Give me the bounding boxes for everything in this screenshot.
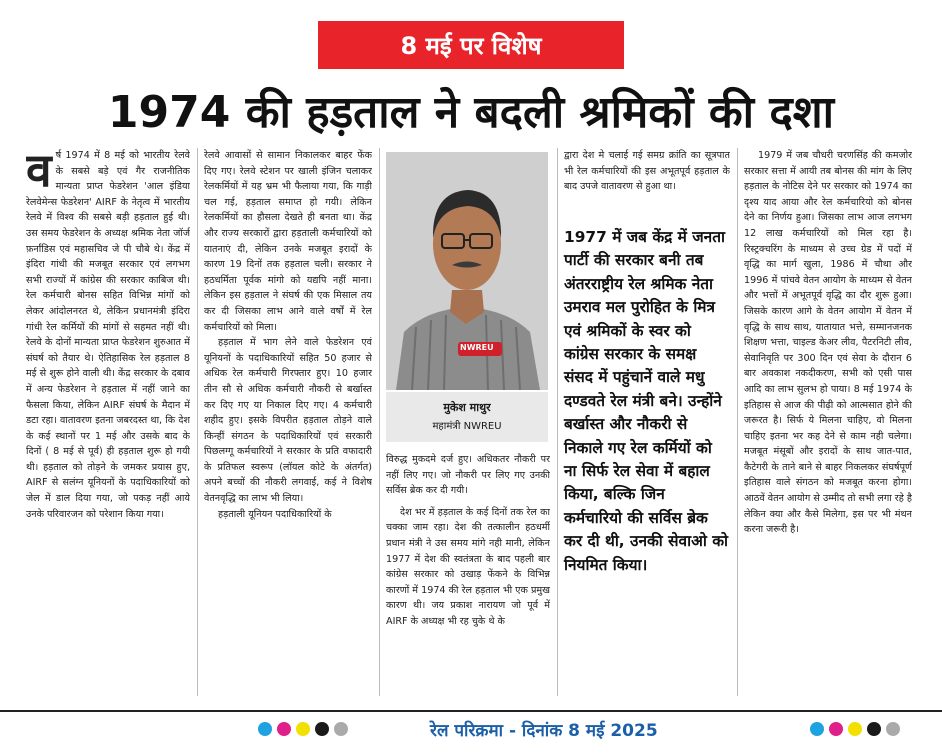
caption-role: महामंत्री NWREU xyxy=(432,421,502,432)
color-dots-left xyxy=(258,722,348,736)
column-1 xyxy=(26,148,190,696)
column-2 xyxy=(204,148,372,696)
column-3-para-1: विरुद्ध मुकदमे दर्ज हुए। अधिकतर नौकरी पर नहीं लिए गए। जो नौकरी पर लिए गए उनकी सर्विस ब्रेक कर दी गयी। xyxy=(386,454,550,497)
magenta-dot xyxy=(829,722,843,736)
section-banner: 8 मई पर विशेष xyxy=(318,21,624,69)
yellow-dot xyxy=(296,722,310,736)
column-4-top xyxy=(564,148,730,220)
grey-dot xyxy=(334,722,348,736)
column-4-text: द्वारा देश मे चलाई गई समग्र क्रांति का सूत्रपात भी रेल कर्मचारियों की इस अभूतपूर्व हड़ताल के बाद उपजे वातावरण से हुआ था। xyxy=(564,150,730,193)
column-3-para-2: देश भर में हड़ताल के कई दिनों तक रेल का चक्का जाम रहा। देश की तत्कालीन हठधर्मी प्रधान मंत्री ने उस समय मांगे नही मानी, लेकिन 1977 में देश की स्वतंत्रता के बाद पहली बार कांग्रेस सरकार को उखाड़ फेंकने के विभिन्न कारणों में 1974 की रेल हड़ताल भी एक प्रमुख कारण थी। जय प्रकाश नारायण जो पूर्व में AIRF के अध्यक्ष भी रह चुके थे के xyxy=(386,506,550,627)
color-dots-right xyxy=(810,722,900,736)
footer-issue: रेल परिक्रमा - दिनांक 8 मई 2025 xyxy=(430,721,658,741)
yellow-dot xyxy=(848,722,862,736)
headline: 1974 की हड़ताल ने बदली श्रमिकों की दशा xyxy=(107,87,835,138)
column-3 xyxy=(386,452,550,696)
pull-quote xyxy=(564,226,728,577)
portrait-photo xyxy=(386,152,548,390)
person-image xyxy=(386,152,548,390)
column-divider xyxy=(197,148,198,696)
column-2-para-2: हड़ताल में भाग लेने वाले फेडरेशन एवं यूनियनों के पदाधिकारियों सहित 50 हजार से अधिक रेल कर्मचारी गिरफ्तार हुए। 10 हजार तीन सौ से अधिक कर्मचारी नौकरी से बर्खास्त कर दिए गए या निकाल दिए गए। 4 कर्मचारी शहीद हुए। इसके विपरीत हड़ताल तोड़ने वाले किन्हीं संगठन के पदाधिकारियों एवं सरकारी पिछलग्गू कर्मचारियों ने सरकार के प्रति वफादारी के प्रतिफल स्वरूप (लॉयल कोटे के अंतर्गत) अपने बच्चों की नौकरी लगवाई, कई ने विशेष वेतनवृद्धि का लाभ भी लिया। xyxy=(204,337,372,505)
black-dot xyxy=(315,722,329,736)
caption-name: मुकेश माथुर xyxy=(443,401,491,414)
drop-cap: व xyxy=(26,148,52,197)
column-2-para-1: रेलवे आवासों से सामान निकालकर बाहर फेंक दिए गए। रेलवे स्टेशन पर खाली इंजिन चलाकर रेलकर्मियों में यह भ्रम भी फैलाया गया, कि गाड़ी चल गई, हड़ताल समाप्त हो गयी। लेकिन रेलकर्मियों का हौसला देखते ही बनता था। केंद्र और राज्य सरकारों द्वारा हड़ताली कर्मचारियों को यातनाएं दी, लेकिन उनके मजबूत इरादों के कारण 19 दिनों तक हड़ताल चली। सरकार ने हठधर्मिता पूर्वक मांगो को यद्यपि नहीं माना। लेकिन इस हड़ताल ने संघर्ष की एक मिसाल तय कर दी जिसका लाभ आने वाले वर्षों में रेल कर्मचारियों को मिला। xyxy=(204,150,372,333)
magenta-dot xyxy=(277,722,291,736)
column-5-text: 1979 में जब चौधरी चरणसिंह की कमजोर सरकार सत्ता में आयी तब बोनस की मांग के लिए हड़ताल के नोटिस देने पर सरकार को 1974 का दृश्य याद आया और रेल कर्मचारियो को बोनस देने का निर्णय हुआ। जिसका लाभ आज लगभग 12 लाख कर्मचारियों को मिल रहा है। रिस्ट्रक्चरिंग के माध्यम से उच्च ग्रेड में पदों में वृद्धि का मार्ग खुला, 1986 में चौथा और 1996 में पांचवे वेतन आयोग के माध्यम से वेतन और भत्तों में अभूतपूर्व वृद्धि का दौर शुरू हुआ। जिसके कारण आगे के वेतन आयोग में वेतन में वृद्धि के साथ साथ, यातायात भत्ते, सम्मानजनक शिक्षण भत्ता, चाइल्ड केअर लीव, पैटरनिटी लीव, सेवानिवृति पर 300 दिन एवं सेवा के दौरान 6 बार अवकाश नकदीकरण, सभी को एसी पास आदि का लाभ सुलभ हो पाया। 8 मई 1974 के इतिहास से आज की पीढ़ी को आत्मसात होने की जरूरत है। सिर्फ ये मिलना चाहिए, वो मिलना चाहिए इतना भर कह देने से काम नही चलेगा। मजबूत मंसूबों और इरादों के साथ जात-पात, कैटेगरी के ताने बाने से बाहर निकलकर संघर्षपूर्ण इतिहास वाले संगठन को मजबूत करना होगा। आठवें वेतन आयोग से उम्मीद तो सभी लगा रहे है लेकिन क्या और कैसे मिलेगा, इस पर भी मंथन करना जरूरी है। xyxy=(744,150,912,536)
black-dot xyxy=(867,722,881,736)
grey-dot xyxy=(886,722,900,736)
column-1-text: र्ष 1974 में 8 मई को भारतीय रेलवे के सबसे बड़े एवं गैर राजनीतिक मान्यता प्राप्त फेडरेशन 'आल इंडिया रेलवेमेन्स फेडरेशन' AIRF के नेतृत्व में भारतीय रेलवे में विश्व की सबसे बड़ी हड़ताल हुई थी। उस समय फेडरेशन के अध्यक्ष श्रमिक नेता जॉर्ज फ़र्नांडिस एवं महासचिव जे पी चौबे थे। केंद्र में इंदिरा गांधी की मजबूत सरकार एवं लगभग सभी राज्यों में कांग्रेस की सरकार काबिज थी। रेल कर्मचारी बोनस सहित विभिन्न मांगों को लेकर आंदोलनरत थे, लेकिन प्रधानमंत्री इंदिरा गांधी रेल कर्मियों की मांगों से सहमत नहीं थी। रेलवे के दोनों मान्यता प्राप्त फेडरेशन शुरुआत में संघर्ष को तैयार थे। ऐतिहासिक रेल हड़ताल 8 मई से शुरू होने वाली थी। केंद्र सरकार के दबाव में अन्य फेडरेशन ने हड़ताल में नहीं जाने का फैसला किया, लेकिन AIRF संघर्ष के मैदान में डटा रहा। वातावरण इतना जबरदस्त था, कि देश के कई स्थानों पर 1 मई और उसके बाद के दिनों ( 8 मई से पूर्व) ही हड़ताल शुरू हो गयी थी। हड़ताल को तोड़ने के जमकर प्रयास हुए, AIRF से सलंग्न यूनियनों के पदाधिकारियों को जेल में डाल दिया गया, जो पकड़ नहीं आये उनके परिवारजन को परेशान किया गया। xyxy=(26,150,190,520)
column-divider xyxy=(557,148,558,696)
cyan-dot xyxy=(810,722,824,736)
cyan-dot xyxy=(258,722,272,736)
footer-rule xyxy=(0,710,942,712)
column-divider xyxy=(737,148,738,696)
photo-caption xyxy=(386,392,548,442)
column-2-para-3: हड़ताली यूनियन पदाधिकारियों के xyxy=(218,508,332,520)
union-badge: NWREU xyxy=(460,343,494,352)
pull-quote-text: 1977 में जब केंद्र में जनता पार्टी की सरकार बनी तब अंतरराष्ट्रीय रेल श्रमिक नेता उमराव मल पुरोहित के मित्र एवं श्रमिकों के स्वर को कांग्रेस सरकार के समक्ष संसद में पहुंचानें वाले मधु दण्डवते रेल मंत्री बने। उन्होंने बर्खास्त और नौकरी से निकाले गए रेल कर्मियों को ना सिर्फ रेल सेवा में बहाल किया, बल्कि जिन कर्मचारियो की सर्विस ब्रेक कर दी थी, उनकी सेवाओ को नियमित किया। xyxy=(564,228,729,574)
column-5 xyxy=(744,148,912,696)
column-divider xyxy=(379,148,380,696)
